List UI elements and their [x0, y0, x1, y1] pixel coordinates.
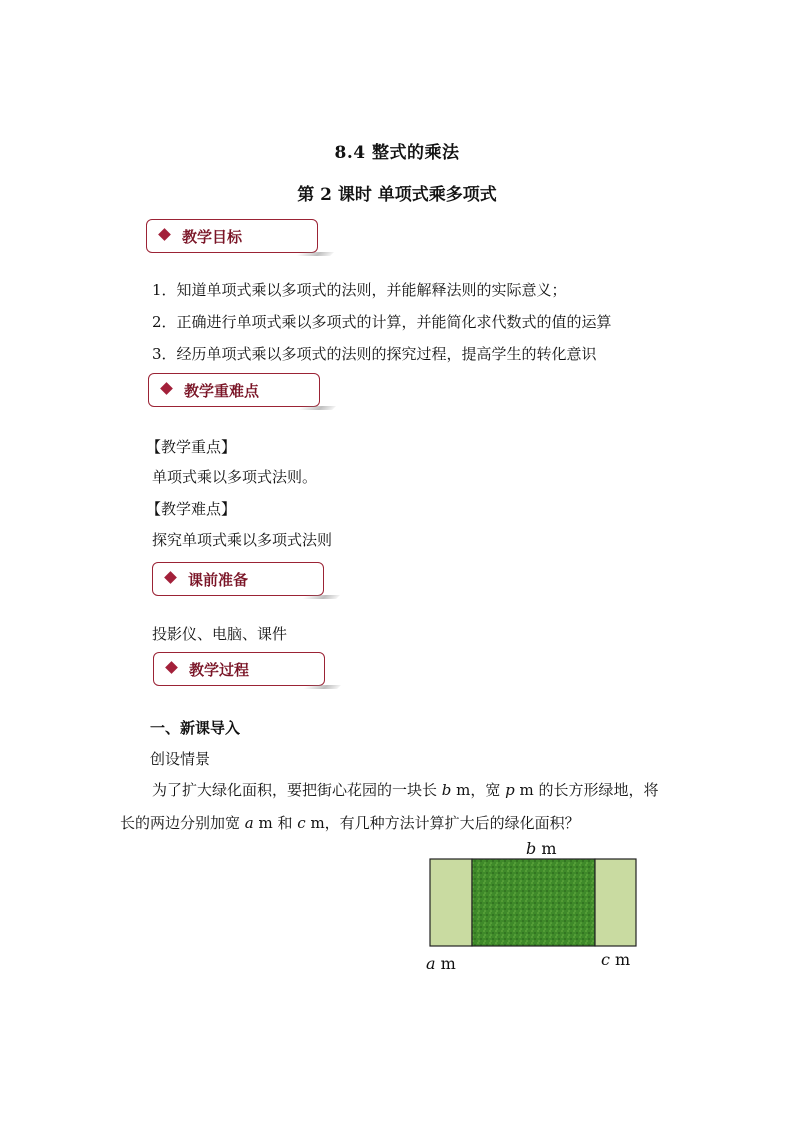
diamond-bullet-icon — [158, 228, 171, 241]
focus-text: 单项式乘以多项式法则。 — [152, 468, 318, 486]
page-title: 8.4 整式的乘法 — [334, 143, 460, 163]
section-shadow — [303, 685, 341, 689]
figure-label-a: a m — [426, 954, 456, 973]
section-header-goals — [146, 219, 318, 253]
center-lawn — [472, 859, 595, 946]
left-strip — [430, 859, 472, 946]
garden-figure — [429, 858, 637, 948]
page-subtitle: 第 2 课时 单项式乘多项式 — [297, 185, 497, 205]
section-label: 教学过程 — [189, 661, 250, 679]
preparation-text: 投影仪、电脑、课件 — [152, 625, 288, 643]
section-header-process — [153, 652, 325, 686]
section-shadow — [296, 252, 334, 256]
diamond-bullet-icon — [165, 661, 178, 674]
goal-item: 1．知道单项式乘以多项式的法则，并能解释法则的实际意义； — [152, 281, 567, 299]
section-shadow — [302, 595, 340, 599]
difficulty-text: 探究单项式乘以多项式法则 — [152, 531, 333, 549]
paragraph-line-2: 长的两边分别加宽 a m 和 c m，有几种方法计算扩大后的绿化面积？ — [120, 814, 580, 832]
section-shadow — [298, 406, 336, 410]
right-strip — [595, 859, 636, 946]
section-header-preparation — [152, 562, 324, 596]
section-label: 教学目标 — [182, 228, 243, 246]
part1-heading: 一、新课导入 — [150, 719, 241, 737]
difficulty-heading: 【教学难点】 — [146, 500, 237, 518]
figure-label-b: b m — [526, 839, 557, 858]
diamond-bullet-icon — [164, 571, 177, 584]
goal-item: 2．正确进行单项式乘以多项式的计算，并能简化求代数式的值的运算 — [152, 313, 612, 331]
scenario-label: 创设情景 — [150, 750, 211, 768]
diamond-bullet-icon — [160, 382, 173, 395]
goal-item: 3．经历单项式乘以多项式的法则的探究过程，提高学生的转化意识 — [152, 345, 597, 363]
focus-heading: 【教学重点】 — [146, 438, 237, 456]
paragraph-line-1: 为了扩大绿化面积，要把街心花园的一块长 b m，宽 p m 的长方形绿地，将 — [152, 781, 659, 799]
section-label: 课前准备 — [188, 571, 249, 589]
section-label: 教学重难点 — [184, 382, 260, 400]
section-header-key-points — [148, 373, 320, 407]
figure-label-c: c m — [601, 950, 631, 969]
